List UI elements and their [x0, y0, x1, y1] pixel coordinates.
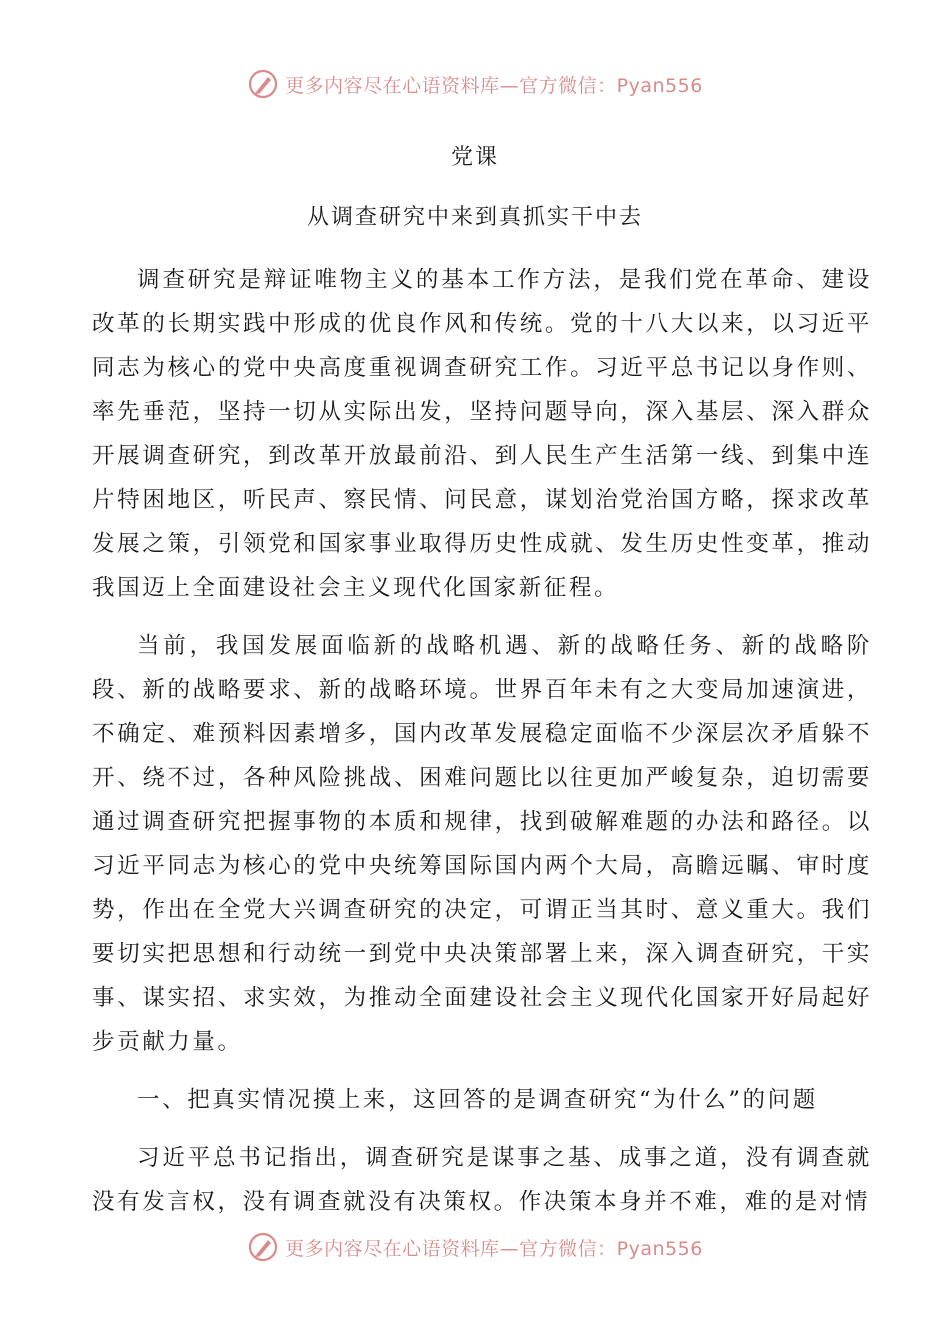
- document-body: [92, 258, 872, 1224]
- watermark-footer: [0, 1231, 950, 1263]
- pen-logo-icon: [247, 68, 279, 100]
- document-category: 党课: [450, 145, 499, 170]
- paragraph-2: 当前，我国发展面临新的战略机遇、新的战略任务、新的战略阶段、新的战略要求、新的战略环境。世界百年未有之大变局加速演进，不确定、难预料因素增多，国内改革发展稳定面临不少深层次矛盾躲不开、绕不过，各种风险挑战、困难问题比以往更加严峻复杂，迫切需要通过调查研究把握事物的本质和规律，找到破解难题的办法和路径。以习近平同志为核心的党中央统筹国际国内两个大局，高瞻远瞩、审时度势，作出在全党大兴调查研究的决定，可谓正当其时、意义重大。我们要切实把思想和行动统一到党中央决策部署上来，深入调查研究，干实事、谋实招、求实效，为推动全面建设社会主义现代化国家开好局起好步贡献力量。: [92, 633, 872, 1055]
- paragraph-1: 调查研究是辩证唯物主义的基本工作方法，是我们党在革命、建设改革的长期实践中形成的优良作风和传统。党的十八大以来，以习近平同志为核心的党中央高度重视调查研究工作。习近平总书记以身作则、率先垂范，坚持一切从实际出发，坚持问题导向，深入基层、深入群众开展调查研究，到改革开放最前沿、到人民生产生活第一线、到集中连片特困地区，听民声、察民情、问民意，谋划治党治国方略，探求改革发展之策，引领党和国家事业取得历史性成就、发生历史性变革，推动我国迈上全面建设社会主义现代化国家新征程。: [92, 267, 872, 601]
- watermark-text: 更多内容尽在心语资料库—官方微信：Pyan556: [285, 1237, 703, 1260]
- section-heading: 一、把真实情况摸上来，这回答的是调查研究“为什么”的问题: [137, 1087, 818, 1113]
- pen-logo-icon: [247, 1231, 279, 1263]
- section-paragraph: 习近平总书记指出，调查研究是谋事之基、成事之道，没有调查就没有发言权，没有调查就没有决策权。作决策本身并不难，难的是对情: [92, 1145, 872, 1215]
- watermark-header: [0, 68, 950, 100]
- watermark-text: 更多内容尽在心语资料库—官方微信：Pyan556: [285, 74, 703, 97]
- document-title: 从调查研究中来到真抓实干中去: [306, 205, 643, 230]
